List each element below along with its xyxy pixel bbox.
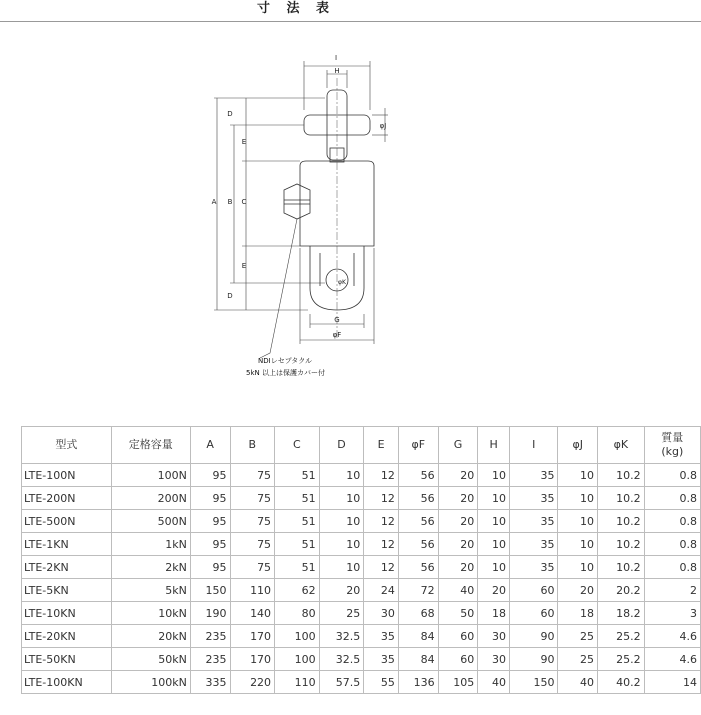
- table-cell: 62: [275, 579, 320, 602]
- table-cell: 35: [364, 625, 399, 648]
- table-cell: 32.5: [319, 648, 364, 671]
- table-cell: 40: [478, 671, 510, 694]
- label-D-bottom: D: [227, 292, 233, 300]
- table-cell: 20: [438, 533, 478, 556]
- table-cell: 40.2: [598, 671, 645, 694]
- table-cell: 20.2: [598, 579, 645, 602]
- table-cell: 95: [190, 556, 230, 579]
- table-cell: 35: [510, 464, 558, 487]
- table-cell: 35: [364, 648, 399, 671]
- table-cell: LTE-100N: [22, 464, 112, 487]
- table-cell: 20: [438, 487, 478, 510]
- table-cell: 4.6: [644, 625, 700, 648]
- table-cell: 10: [319, 533, 364, 556]
- table-cell: 200N: [111, 487, 190, 510]
- table-cell: 95: [190, 510, 230, 533]
- table-cell: 10: [319, 464, 364, 487]
- table-cell: 10.2: [598, 556, 645, 579]
- table-cell: 20: [438, 556, 478, 579]
- column-header: A: [190, 427, 230, 464]
- table-cell: 56: [398, 533, 438, 556]
- table-cell: LTE-2KN: [22, 556, 112, 579]
- table-row: [22, 602, 701, 625]
- table-cell: 20: [319, 579, 364, 602]
- table-cell: 3: [644, 602, 700, 625]
- table-cell: 25.2: [598, 648, 645, 671]
- column-header: φK: [598, 427, 645, 464]
- column-header: H: [478, 427, 510, 464]
- table-cell: 75: [230, 510, 275, 533]
- table-cell: 100: [275, 625, 320, 648]
- column-header: G: [438, 427, 478, 464]
- callout-line-1: NDIレセプタクル: [258, 357, 312, 365]
- title-divider: [0, 21, 701, 22]
- table-header-row: [22, 427, 701, 464]
- label-phiK: φK: [338, 279, 346, 286]
- table-cell: 5kN: [111, 579, 190, 602]
- table-cell: 20: [478, 579, 510, 602]
- table-cell: 150: [510, 671, 558, 694]
- table-row: [22, 510, 701, 533]
- table-cell: 2: [644, 579, 700, 602]
- table-cell: 10: [478, 510, 510, 533]
- table-cell: 75: [230, 556, 275, 579]
- table-cell: 12: [364, 487, 399, 510]
- table-cell: 30: [478, 648, 510, 671]
- label-C: C: [241, 198, 247, 206]
- table-cell: 100kN: [111, 671, 190, 694]
- table-cell: 30: [364, 602, 399, 625]
- table-cell: 136: [398, 671, 438, 694]
- table-cell: 10.2: [598, 510, 645, 533]
- table-cell: 75: [230, 464, 275, 487]
- table-cell: 1kN: [111, 533, 190, 556]
- table-row: [22, 625, 701, 648]
- table-cell: 170: [230, 625, 275, 648]
- table-cell: 10: [478, 556, 510, 579]
- table-cell: 51: [275, 510, 320, 533]
- table-cell: 0.8: [644, 533, 700, 556]
- table-cell: 51: [275, 464, 320, 487]
- table-cell: 0.8: [644, 487, 700, 510]
- label-A: A: [211, 198, 217, 206]
- table-cell: LTE-100KN: [22, 671, 112, 694]
- table-cell: 25: [558, 625, 598, 648]
- table-cell: 12: [364, 464, 399, 487]
- table-cell: 500N: [111, 510, 190, 533]
- table-cell: 24: [364, 579, 399, 602]
- table-cell: 10: [319, 510, 364, 533]
- table-cell: 170: [230, 648, 275, 671]
- label-H: H: [334, 67, 340, 75]
- receptacle-callout: [246, 355, 325, 379]
- table-cell: 40: [438, 579, 478, 602]
- table-cell: 35: [510, 533, 558, 556]
- table-cell: 56: [398, 510, 438, 533]
- table-cell: 0.8: [644, 464, 700, 487]
- table-row: [22, 579, 701, 602]
- dimension-drawing: [200, 48, 390, 388]
- table-cell: 100N: [111, 464, 190, 487]
- table-cell: 20: [438, 510, 478, 533]
- column-header: B: [230, 427, 275, 464]
- column-header: 定格容量: [111, 427, 190, 464]
- table-cell: 32.5: [319, 625, 364, 648]
- table-cell: 50: [438, 602, 478, 625]
- column-header: I: [510, 427, 558, 464]
- table-cell: 51: [275, 487, 320, 510]
- table-cell: 12: [364, 533, 399, 556]
- table-cell: 35: [510, 487, 558, 510]
- table-cell: 25: [558, 648, 598, 671]
- table-row: [22, 648, 701, 671]
- table-cell: 84: [398, 648, 438, 671]
- table-cell: LTE-1KN: [22, 533, 112, 556]
- label-I: I: [334, 54, 338, 62]
- table-cell: 12: [364, 556, 399, 579]
- table-cell: LTE-500N: [22, 510, 112, 533]
- table-cell: 105: [438, 671, 478, 694]
- column-header: D: [319, 427, 364, 464]
- table-cell: 30: [478, 625, 510, 648]
- table-cell: 110: [275, 671, 320, 694]
- table-cell: LTE-200N: [22, 487, 112, 510]
- table-cell: 10: [478, 487, 510, 510]
- table-cell: 75: [230, 533, 275, 556]
- table-row: [22, 464, 701, 487]
- table-cell: 95: [190, 533, 230, 556]
- table-cell: 40: [558, 671, 598, 694]
- table-cell: 140: [230, 602, 275, 625]
- table-cell: LTE-50KN: [22, 648, 112, 671]
- table-cell: 12: [364, 510, 399, 533]
- table-cell: 60: [510, 579, 558, 602]
- table-cell: 10: [478, 533, 510, 556]
- table-cell: 95: [190, 487, 230, 510]
- table-cell: 4.6: [644, 648, 700, 671]
- callout-line-2: 5kN 以上は保護カバー付: [246, 369, 325, 377]
- table-cell: 60: [438, 648, 478, 671]
- table-cell: 51: [275, 533, 320, 556]
- column-header: E: [364, 427, 399, 464]
- table-cell: 10kN: [111, 602, 190, 625]
- table-cell: 20: [438, 464, 478, 487]
- table-cell: 60: [510, 602, 558, 625]
- table-cell: 10: [558, 510, 598, 533]
- table-cell: 10: [558, 556, 598, 579]
- table-cell: 80: [275, 602, 320, 625]
- table-cell: 18: [478, 602, 510, 625]
- table-cell: 56: [398, 464, 438, 487]
- table-cell: 10: [558, 487, 598, 510]
- column-header: φF: [398, 427, 438, 464]
- table-row: [22, 671, 701, 694]
- table-cell: 90: [510, 648, 558, 671]
- label-B: B: [227, 198, 233, 206]
- table-cell: 2kN: [111, 556, 190, 579]
- table-cell: 56: [398, 556, 438, 579]
- table-cell: 235: [190, 625, 230, 648]
- table-cell: 35: [510, 556, 558, 579]
- table-cell: LTE-10KN: [22, 602, 112, 625]
- table-cell: 84: [398, 625, 438, 648]
- table-cell: 50kN: [111, 648, 190, 671]
- table-row: [22, 487, 701, 510]
- table-cell: 56: [398, 487, 438, 510]
- table-cell: 235: [190, 648, 230, 671]
- table-cell: 20kN: [111, 625, 190, 648]
- page-title: 寸 法 表: [256, 1, 336, 16]
- table-cell: 20: [558, 579, 598, 602]
- label-phiJ: φJ: [379, 122, 387, 130]
- table-cell: 14: [644, 671, 700, 694]
- table-row: [22, 533, 701, 556]
- label-D-top: D: [227, 110, 233, 118]
- table-cell: 10.2: [598, 533, 645, 556]
- table-cell: 0.8: [644, 510, 700, 533]
- dimension-table: [21, 426, 701, 694]
- table-cell: 10: [478, 464, 510, 487]
- table-cell: 220: [230, 671, 275, 694]
- table-cell: 18.2: [598, 602, 645, 625]
- table-row: [22, 556, 701, 579]
- table-cell: 95: [190, 464, 230, 487]
- column-header: φJ: [558, 427, 598, 464]
- table-cell: 57.5: [319, 671, 364, 694]
- table-cell: LTE-20KN: [22, 625, 112, 648]
- column-header: 質量 (kg): [644, 427, 700, 464]
- table-cell: 10: [319, 556, 364, 579]
- table-cell: 72: [398, 579, 438, 602]
- table-cell: 335: [190, 671, 230, 694]
- table-cell: 150: [190, 579, 230, 602]
- column-header: C: [275, 427, 320, 464]
- table-cell: 10: [319, 487, 364, 510]
- table-cell: 68: [398, 602, 438, 625]
- table-cell: 51: [275, 556, 320, 579]
- table-cell: 55: [364, 671, 399, 694]
- table-cell: 25.2: [598, 625, 645, 648]
- label-E-top: E: [241, 138, 247, 146]
- label-G: G: [334, 316, 340, 324]
- table-cell: 10.2: [598, 464, 645, 487]
- table-cell: 35: [510, 510, 558, 533]
- table-cell: 190: [190, 602, 230, 625]
- table-cell: 10.2: [598, 487, 645, 510]
- table-cell: 90: [510, 625, 558, 648]
- table-cell: 110: [230, 579, 275, 602]
- table-cell: LTE-5KN: [22, 579, 112, 602]
- label-E-bottom: E: [241, 262, 247, 270]
- table-cell: 25: [319, 602, 364, 625]
- table-cell: 10: [558, 533, 598, 556]
- table-cell: 0.8: [644, 556, 700, 579]
- table-cell: 100: [275, 648, 320, 671]
- table-cell: 18: [558, 602, 598, 625]
- table-cell: 10: [558, 464, 598, 487]
- table-cell: 60: [438, 625, 478, 648]
- table-cell: 75: [230, 487, 275, 510]
- label-phiF: φF: [332, 331, 342, 339]
- column-header: 型式: [22, 427, 112, 464]
- hex-connector: [284, 184, 310, 219]
